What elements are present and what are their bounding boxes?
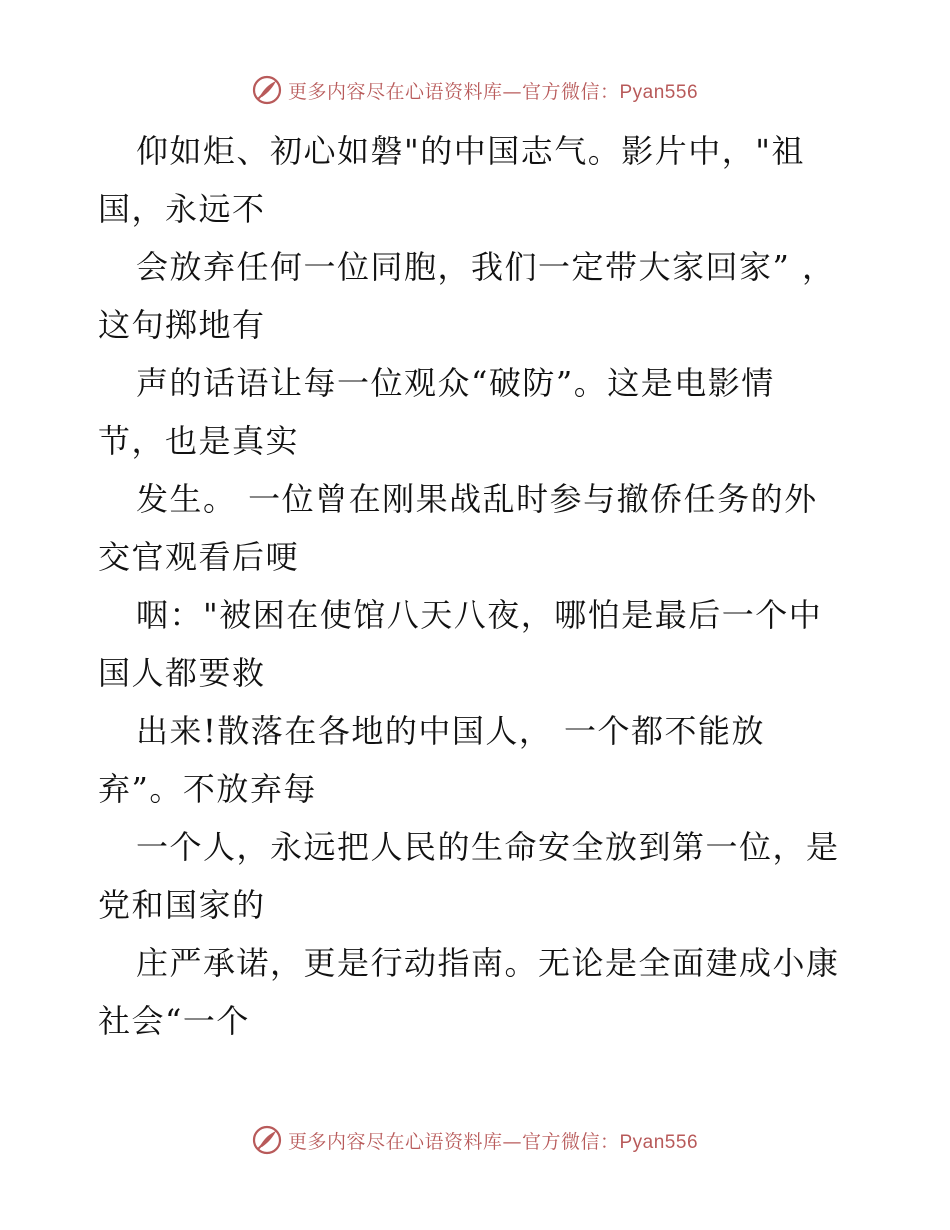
body-line: 国，永远不	[98, 190, 266, 228]
body-line: 声的话语让每一位观众“破防”。这是电影情	[136, 364, 775, 402]
body-line: 这句掷地有	[98, 306, 266, 344]
body-line: 会放弃任何一位同胞，我们一定带大家回家” ，	[136, 248, 836, 286]
body-line: 节，也是真实	[98, 422, 300, 460]
header-watermark	[0, 70, 950, 110]
body-line: 弃”。不放弃每	[98, 770, 317, 808]
body-line: 一个人，永远把人民的生命安全放到第一位，是	[136, 828, 840, 866]
watermark-wechat-id: Pyan556	[619, 81, 699, 103]
feather-pen-logo-icon	[252, 75, 282, 105]
body-line: 发生。 一位曾在刚果战乱时参与撤侨任务的外	[136, 480, 818, 518]
watermark-text	[288, 77, 698, 104]
body-line: 交官观看后哽	[98, 538, 300, 576]
body-line: 党和国家的	[98, 886, 266, 924]
body-line: 国人都要救	[98, 654, 266, 692]
watermark-main-text: 更多内容尽在心语资料库—官方微信：	[287, 1130, 620, 1153]
body-line: 仰如炬、初心如磐"的中国志气。影片中，"祖	[136, 132, 805, 170]
body-line: 出来!散落在各地的中国人， 一个都不能放	[136, 712, 766, 750]
watermark-text	[288, 1127, 698, 1154]
watermark-main-text: 更多内容尽在心语资料库—官方微信：	[287, 80, 620, 103]
body-line: 社会“一个	[98, 1002, 250, 1040]
feather-pen-logo-icon	[252, 1125, 282, 1155]
watermark-wechat-id: Pyan556	[619, 1131, 699, 1153]
footer-watermark	[0, 1120, 950, 1160]
document-body	[98, 122, 858, 1050]
body-line: 咽："被困在使馆八天八夜，哪怕是最后一个中	[136, 596, 823, 634]
body-line: 庄严承诺，更是行动指南。无论是全面建成小康	[136, 944, 840, 982]
